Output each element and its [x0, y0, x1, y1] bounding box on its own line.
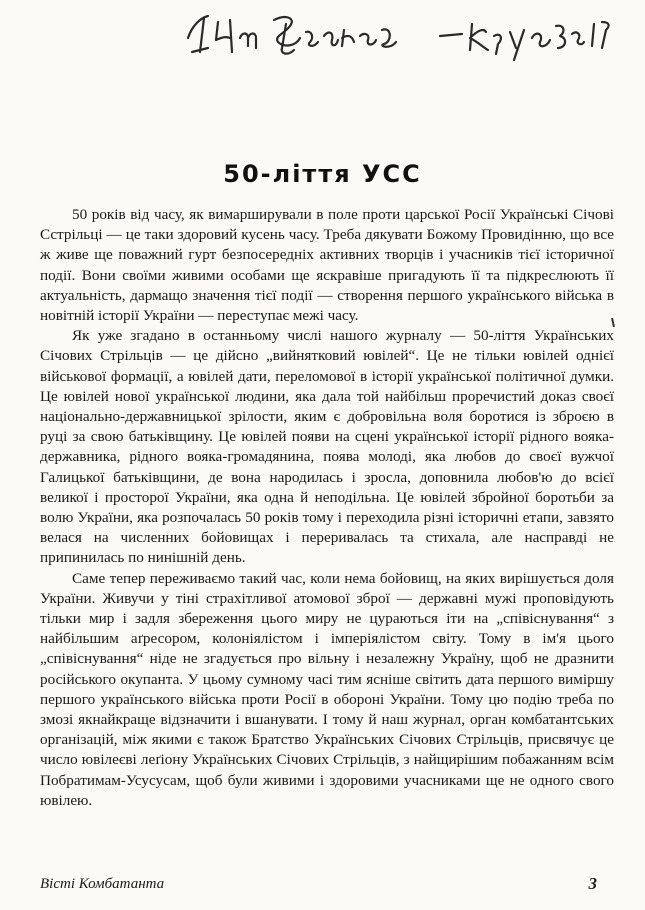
footer-publication: Вісті Комбатанта	[40, 876, 165, 892]
handwritten-signature-drawing	[178, 8, 618, 64]
article-title: 50-ліття УСС	[223, 160, 422, 188]
article-body	[40, 205, 614, 811]
paragraph-1: 50 років від часу, як вимарширували в поле проти царської Росії Українські Січові Сстрільці — це таки здоровий кусень часу. Треба дякувати Божому Провидінню, що все ж живе ще поважний гурт безпосередніх активних творців і учасників тієї історичної події. Вони своїми живими особами ще яскравіше пригадують її та підкреслюють її актуальність, дармащо значення тієї події — створення першого українського війська в новітній історії України — переступає межі часу.	[40, 206, 614, 325]
page-number: 3	[588, 874, 597, 893]
paragraph-2: Як уже згадано в останньому числі нашого журналу — 50-ліття Українських Січових Стрільців — це дійсно „вийнятковий ювілей“. Це не тільки ювілей однієї військової формації, а ювілей дати, переломової в історії української політичної думки. Це ювілей нової української людини, яка дала той найбільш проречистий доказ своєї національно-державницької зрілости, яким є добровільна воля боротися із зброєю в руці за свою батьківщину. Це ювілей появи на сцені української історії рідного вояка-державника, рідного вояка-громадянина, поява молоді, яка любов до своєї вужчої Галицької батьківщини, де вона народилась і зросла, доповнила любов'ю до всієї великої і просторої України, яка одна й неподільна. Це ювілей збройної боротьби за волю України, яка розпочалась 50 років тому і переходила різні історичні етапи, завзято велася на численних бойовищах і переривалась та стихала, але насправді не припинилась по нинішній день.	[40, 327, 614, 567]
paragraph-3: Саме тепер переживаємо такий час, коли нема бойовищ, на яких вирішується доля України. Живучи у тіні страхітливої атомової зброї — державні мужі проповідують тільки мир і задля збереження цього миру не цураються іти на „співіснування“ з найбільшим аґресором, колоніялістом і імперіялістом світу. Тому в ім'я цього „співіснування“ ніде не згадується про вільну і незалежну Україну, щоб не дразнити російського окупанта. У цьому сумному часі тим ясніше світить дата першого виміршу першого українського війська проти Росії в обороні України. Тому цю подію треба по змозі якнайкраще відзначити і вшанувати. І тому й наш журнал, орган комбатантських організацій, між якими є також Братство Українських Січових Стрільців, присвячує це число ювілеєві леґіону Українських Січових Стрільців, з найщирішим побажанням всім Побратимам-Усусусам, щоб були живими і здоровими учасниками ще не одного свого ювілею.	[40, 569, 614, 809]
handwritten-annotation	[178, 8, 618, 64]
